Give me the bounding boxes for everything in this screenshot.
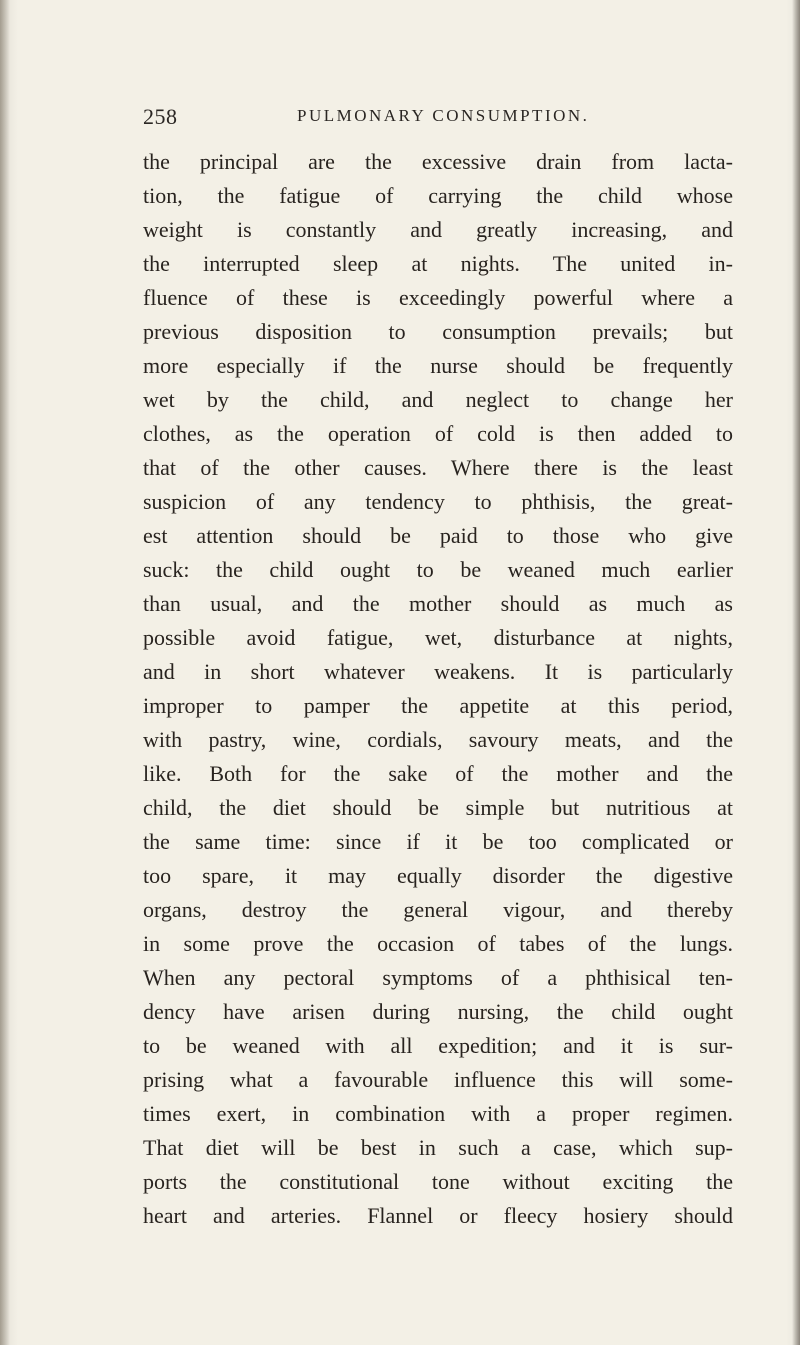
text-line: est attention should be paid to those who give [143, 523, 733, 548]
text-line: prising what a favourable influence this will some- [143, 1067, 733, 1092]
text-line: in some prove the occasion of tabes of the lungs. [143, 931, 733, 956]
page-edge [792, 0, 800, 1345]
page-number: 258 [143, 104, 178, 129]
text-line: fluence of these is exceedingly powerful where a [143, 285, 733, 310]
text-line: tion, the fatigue of carrying the child whose [143, 183, 733, 208]
text-line: suck: the child ought to be weaned much earlier [143, 557, 733, 582]
text-line: more especially if the nurse should be frequently [143, 353, 733, 378]
running-title: PULMONARY CONSUMPTION. [297, 106, 590, 125]
text-line: suspicion of any tendency to phthisis, the great- [143, 489, 733, 514]
text-line: improper to pamper the appetite at this period, [143, 693, 733, 718]
text-line: the interrupted sleep at nights. The united in- [143, 251, 733, 276]
running-head [143, 104, 719, 132]
text-line: child, the diet should be simple but nutritious at [143, 795, 733, 820]
text-line: organs, destroy the general vigour, and thereby [143, 897, 733, 922]
text-line: possible avoid fatigue, wet, disturbance at nights, [143, 625, 733, 650]
text-line: wet by the child, and neglect to change her [143, 387, 733, 412]
text-line: heart and arteries. Flannel or fleecy hosiery should [143, 1203, 733, 1228]
text-line: and in short whatever weakens. It is particularly [143, 659, 733, 684]
spine-shadow [0, 0, 10, 1345]
text-line: times exert, in combination with a proper regimen. [143, 1101, 733, 1126]
text-line: ports the constitutional tone without exciting the [143, 1169, 733, 1194]
text-line: like. Both for the sake of the mother and the [143, 761, 733, 786]
text-line: the principal are the excessive drain from lacta- [143, 149, 733, 174]
text-line: dency have arisen during nursing, the child ought [143, 999, 733, 1024]
text-line: too spare, it may equally disorder the digestive [143, 863, 733, 888]
text-line: That diet will be best in such a case, which sup- [143, 1135, 733, 1160]
text-line: the same time: since if it be too complicated or [143, 829, 733, 854]
text-line: that of the other causes. Where there is the least [143, 455, 733, 480]
body-text [143, 145, 733, 1233]
text-line: with pastry, wine, cordials, savoury meats, and the [143, 727, 733, 752]
text-line: previous disposition to consumption prevails; but [143, 319, 733, 344]
text-line: to be weaned with all expedition; and it is sur- [143, 1033, 733, 1058]
text-line: than usual, and the mother should as much as [143, 591, 733, 616]
text-line: weight is constantly and greatly increasing, and [143, 217, 733, 242]
text-line: clothes, as the operation of cold is then added to [143, 421, 733, 446]
text-line: When any pectoral symptoms of a phthisical ten- [143, 965, 733, 990]
